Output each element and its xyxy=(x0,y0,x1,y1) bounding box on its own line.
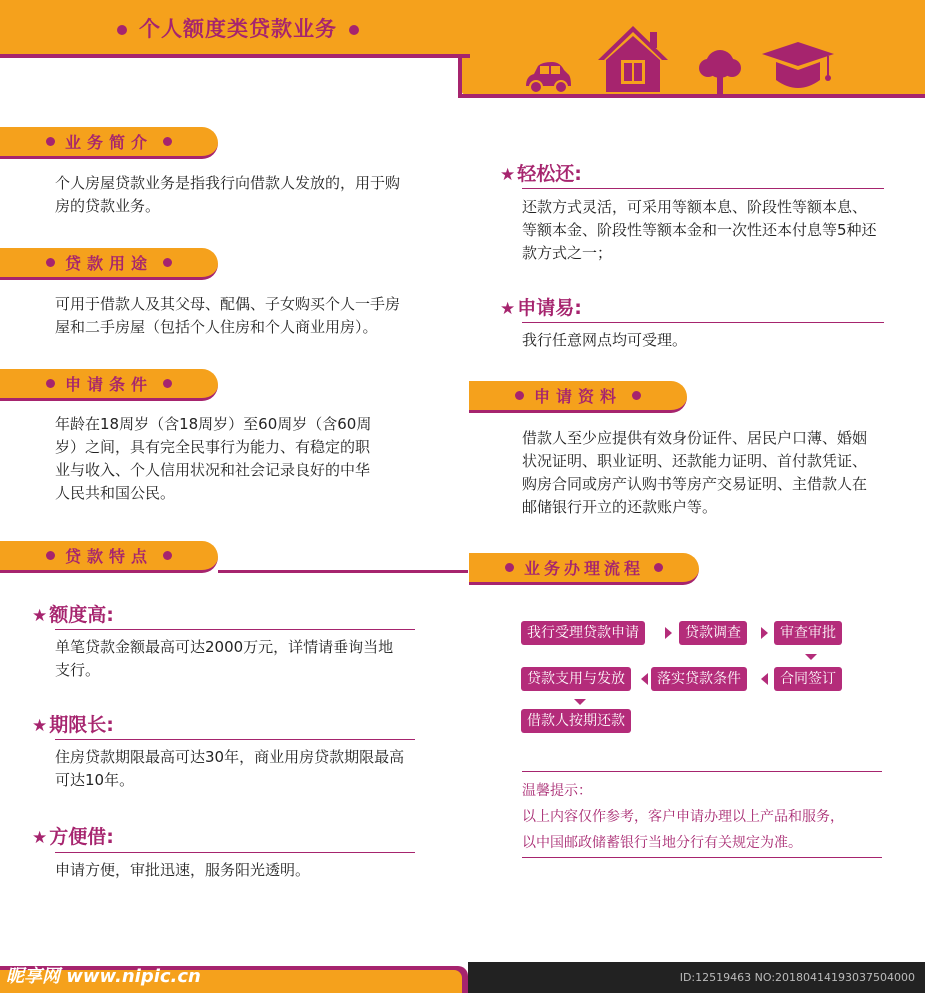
feature-title-text: 轻松还: xyxy=(517,163,582,185)
tab-dot xyxy=(163,258,172,267)
section-header-usage xyxy=(0,248,218,280)
star-icon: ★ xyxy=(500,165,516,185)
arrow-left-icon xyxy=(761,673,768,685)
arrow-right-icon xyxy=(665,627,672,639)
section-header-materials xyxy=(469,381,687,413)
tab-dot xyxy=(632,391,641,400)
page-title xyxy=(105,12,371,46)
car-icon xyxy=(522,60,572,94)
text-line: 房的贷款业务。 xyxy=(55,197,161,215)
feature-title-1 xyxy=(32,603,114,628)
feature-divider xyxy=(522,322,884,323)
text-line: 还款方式灵活，可采用等额本息、阶段性等额本息、 xyxy=(522,198,868,216)
feature-title-3 xyxy=(32,825,114,850)
graduation-cap-icon xyxy=(760,40,836,94)
text-line: 屋和二手房屋（包括个人住房和个人商业用房）。 xyxy=(55,318,378,336)
tips-bottom-line xyxy=(522,857,882,858)
text-line: 申请方便，审批迅速，服务阳光透明。 xyxy=(55,861,311,879)
flow-step-investigate: 贷款调查 xyxy=(679,621,747,645)
tips-line: 以上内容仅作参考，客户申请办理以上产品和服务， xyxy=(522,809,844,825)
section-title: 贷款特点 xyxy=(64,547,153,566)
text-line: 单笔贷款金额最高可达2000万元，详情请垂询当地 xyxy=(55,638,394,656)
section-title: 贷款用途 xyxy=(64,254,153,273)
star-icon: ★ xyxy=(32,716,48,736)
tips-block xyxy=(522,778,902,856)
title-dot-left xyxy=(117,25,127,35)
tab-dot xyxy=(654,563,663,572)
star-icon: ★ xyxy=(500,299,516,319)
arrow-down-icon xyxy=(574,699,586,705)
feature-title-text: 申请易: xyxy=(517,297,582,319)
arrow-down-icon xyxy=(805,654,817,660)
text-line: 人民共和国公民。 xyxy=(55,484,176,502)
text-line: 款方式之一； xyxy=(522,244,613,262)
header-divider-step xyxy=(458,58,462,98)
section-title: 申请资料 xyxy=(533,387,622,406)
header-divider xyxy=(0,54,470,58)
flow-step-disburse: 贷款支用与发放 xyxy=(521,667,631,691)
tab-dot xyxy=(46,137,55,146)
flow-step-conditions: 落实贷款条件 xyxy=(651,667,747,691)
feature-divider xyxy=(522,188,884,189)
section-title: 申请条件 xyxy=(64,375,153,394)
flow-step-approve: 审查审批 xyxy=(774,621,842,645)
feature-divider xyxy=(55,739,415,740)
tips-top-line xyxy=(522,771,882,772)
text-line: 支行。 xyxy=(55,661,101,679)
feature-text-3 xyxy=(55,859,435,882)
text-line: 可达10年。 xyxy=(55,771,135,789)
conditions-text xyxy=(55,413,435,505)
tab-dot xyxy=(163,379,172,388)
text-line: 可用于借款人及其父母、配偶、子女购买个人一手房 xyxy=(55,295,401,313)
text-line: 邮储银行开立的还款账户等。 xyxy=(522,498,718,516)
text-line: 状况证明、职业证明、还款能力证明、首付款凭证、 xyxy=(522,452,868,470)
tips-label: 温馨提示： xyxy=(522,783,592,799)
star-icon: ★ xyxy=(32,606,48,626)
text-line: 我行任意网点均可受理。 xyxy=(522,331,688,349)
section-header-conditions xyxy=(0,369,218,401)
feature-title-text: 期限长: xyxy=(49,714,114,736)
house-icon xyxy=(594,24,672,94)
materials-text xyxy=(522,427,914,519)
text-line: 住房贷款期限最高可达30年，商业用房贷款期限最高 xyxy=(55,748,405,766)
text-line: 借款人至少应提供有效身份证件、居民户口薄、婚姻 xyxy=(522,429,868,447)
header-divider-right xyxy=(458,94,925,98)
feature-text-4 xyxy=(522,196,914,265)
tab-dot xyxy=(46,551,55,560)
section-header-features xyxy=(0,541,218,573)
tab-dot xyxy=(46,258,55,267)
tab-dot xyxy=(505,563,514,572)
feature-divider xyxy=(55,629,415,630)
feature-title-5 xyxy=(500,296,582,321)
feature-title-text: 方便借: xyxy=(49,826,114,848)
flow-step-apply: 我行受理贷款申请 xyxy=(521,621,645,645)
watermark-id: ID:12519463 NO:20180414193037504000 xyxy=(679,971,915,984)
title-dot-right xyxy=(349,25,359,35)
features-header-line xyxy=(218,570,468,573)
page-title-text: 个人额度类贷款业务 xyxy=(139,17,337,41)
intro-text xyxy=(55,172,435,218)
section-title: 业务简介 xyxy=(64,133,153,152)
tab-dot xyxy=(46,379,55,388)
feature-divider xyxy=(55,852,415,853)
tree-icon xyxy=(698,48,742,94)
text-line: 购房合同或房产认购书等房产交易证明、主借款人在 xyxy=(522,475,868,493)
arrow-right-icon xyxy=(761,627,768,639)
flow-step-repay: 借款人按期还款 xyxy=(521,709,631,733)
arrow-left-icon xyxy=(641,673,648,685)
tab-dot xyxy=(515,391,524,400)
tab-dot xyxy=(163,137,172,146)
feature-title-text: 额度高: xyxy=(49,604,114,626)
text-line: 年龄在18周岁（含18周岁）至60周岁（含60周 xyxy=(55,415,372,433)
text-line: 个人房屋贷款业务是指我行向借款人发放的，用于购 xyxy=(55,174,401,192)
feature-text-1 xyxy=(55,636,435,682)
feature-title-2 xyxy=(32,713,114,738)
tab-dot xyxy=(163,551,172,560)
section-header-intro xyxy=(0,127,218,159)
feature-text-2 xyxy=(55,746,435,792)
section-header-process xyxy=(469,553,699,585)
text-line: 等额本金、阶段性等额本金和一次性还本付息等5种还 xyxy=(522,221,877,239)
tips-line: 以中国邮政储蓄银行当地分行有关规定为准。 xyxy=(522,835,802,851)
section-title: 业务办理流程 xyxy=(523,559,644,578)
feature-text-5 xyxy=(522,329,902,352)
watermark-logo: 昵享网 www.nipic.cn xyxy=(6,966,201,987)
text-line: 岁）之间，具有完全民事行为能力、有稳定的职 xyxy=(55,438,371,456)
usage-text xyxy=(55,293,435,339)
text-line: 业与收入、个人信用状况和社会记录良好的中华 xyxy=(55,461,371,479)
flow-step-contract: 合同签订 xyxy=(774,667,842,691)
star-icon: ★ xyxy=(32,828,48,848)
feature-title-4 xyxy=(500,162,582,187)
